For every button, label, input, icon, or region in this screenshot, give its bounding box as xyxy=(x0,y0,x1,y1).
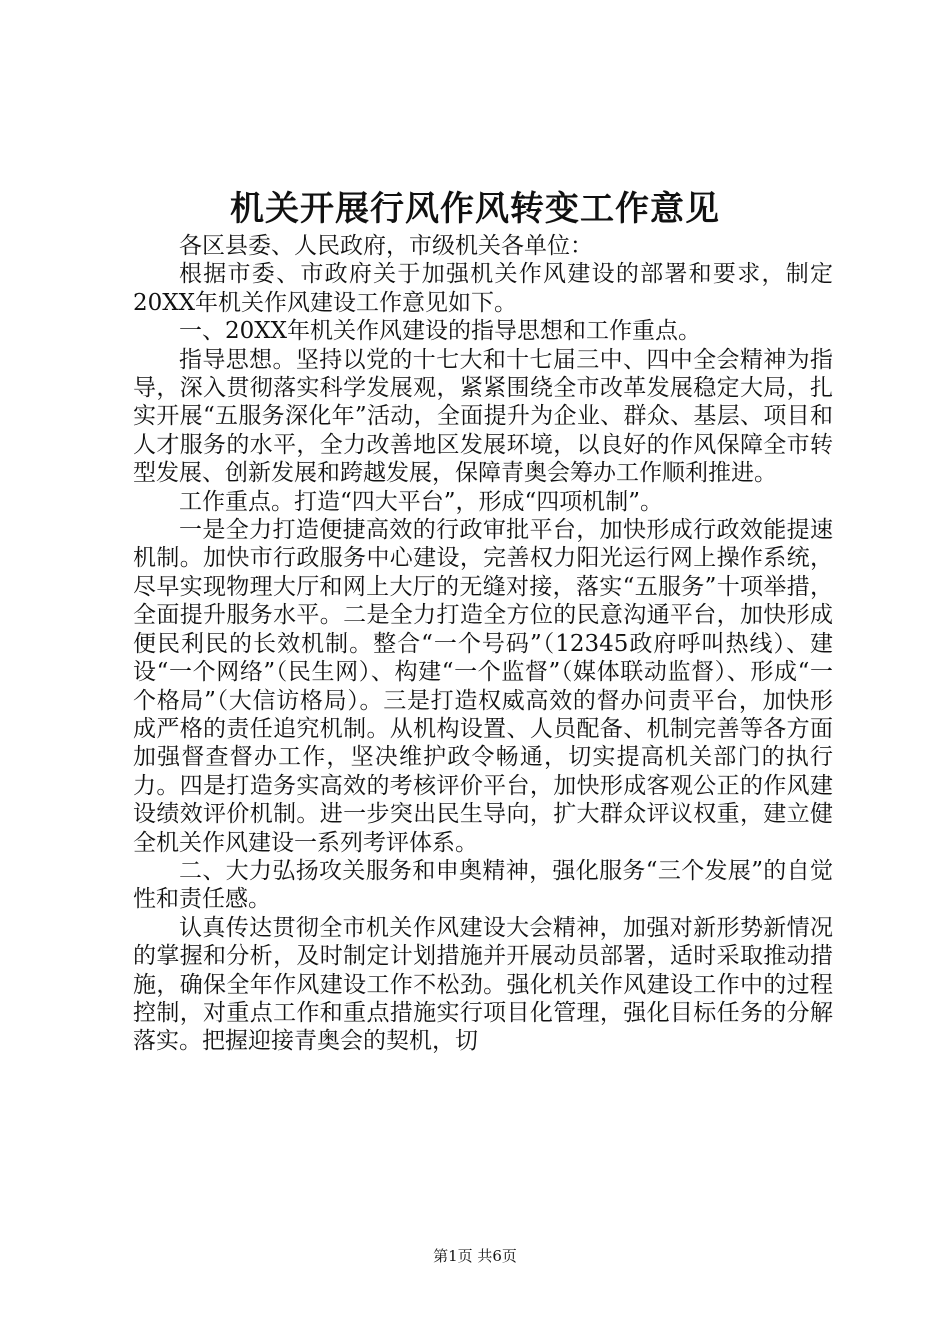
work-focus-paragraph: 工作重点。打造“四大平台”，形成“四项机制”。 xyxy=(179,488,664,515)
document-title: 机关开展行风作风转变工作意见 xyxy=(230,189,720,229)
section-heading-2: 二、大力弘扬攻关服务和申奥精神，强化服务“三个发展”的自觉性和责任感。 xyxy=(133,857,833,913)
platforms-paragraph: 一是全力打造便捷高效的行政审批平台，加快形成行政效能提速机制。加快市行政服务中心建设，完善权力阳光运行网上操作系统，尽早实现物理大厅和网上大厅的无缝对接，落实“五服务”十项举措，全面提升服务水平。二是全力打造全方位的民意沟通平台，加快形成便民利民的长效机制。整合“一个号码”（12345政府呼叫热线）、建设“一个网络”（民生网）、构建“一个监督”（媒体联动监督）、形成“一个格局”（大信访格局）。三是打造权威高效的督办问责平台，加快形成严格的责任追究机制。从机构设置、人员配备、机制完善等各方面加强督查督办工作，坚决维护政令畅通，切实提高机关部门的执行力。四是打造务实高效的考核评价平台，加快形成客观公正的作风建设绩效评价机制。进一步突出民生导向，扩大群众评议权重，建立健全机关作风建设一系列考评体系。 xyxy=(133,517,833,856)
salutation-paragraph: 各区县委、人民政府，市级机关各单位： xyxy=(179,233,593,259)
section-heading-1: 一、20XX年机关作风建设的指导思想和工作重点。 xyxy=(179,318,702,345)
document-body xyxy=(133,232,833,1056)
page-number-footer: 第1页 共6页 xyxy=(433,1247,517,1265)
intro-paragraph: 根据市委、市政府关于加强机关作风建设的部署和要求，制定20XX年机关作风建设工作意见如下。 xyxy=(133,261,833,316)
guiding-thought-paragraph: 指导思想。坚持以党的十七大和十七届三中、四中全会精神为指导，深入贯彻落实科学发展观，紧紧围绕全市改革发展稳定大局，扎实开展“五服务深化年”活动，全面提升为企业、群众、基层、项目和人才服务的水平，全力改善地区发展环境，以良好的作风保障全市转型发展、创新发展和跨越发展，保障青奥会筹办工作顺利推进。 xyxy=(133,346,833,487)
implementation-paragraph: 认真传达贯彻全市机关作风建设大会精神，加强对新形势新情况的掌握和分析，及时制定计划措施并开展动员部署，适时采取推动措施，确保全年作风建设工作不松劲。强化机关作风建设工作中的过程控制，对重点工作和重点措施实行项目化管理，强化目标任务的分解落实。把握迎接青奥会的契机，切 xyxy=(133,914,833,1055)
